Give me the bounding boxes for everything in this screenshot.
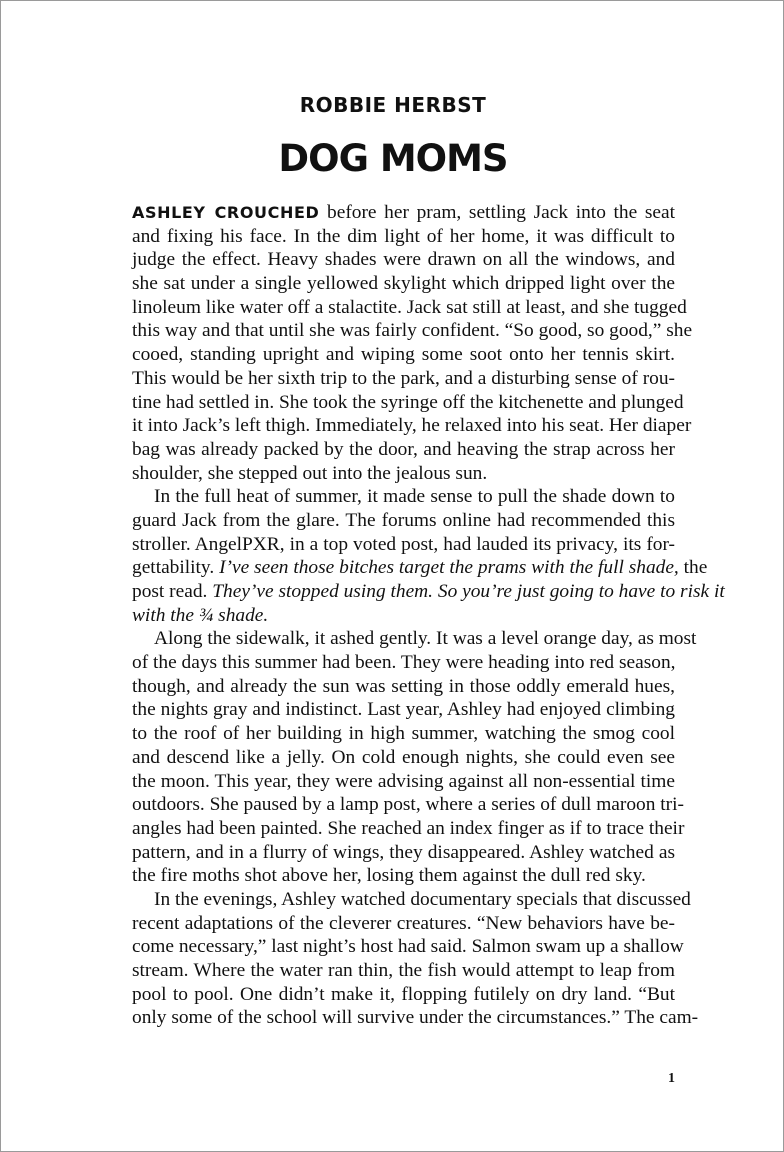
story-title: DOG MOMS bbox=[278, 137, 508, 180]
italic-quote: with the ¾ shade. bbox=[132, 604, 269, 626]
text-line: shoulder, she stepped out into the jealous sun. bbox=[132, 462, 488, 484]
text-line: come necessary,” last night’s host had said. Salmon swam up a shallow bbox=[132, 936, 684, 958]
text-line: the nights gray and indistinct. Last year, Ashley had enjoyed climbing bbox=[132, 699, 675, 721]
text-line: she sat under a single yellowed skylight which dripped light over the bbox=[132, 273, 675, 295]
text-line: angles had been painted. She reached an index finger as if to trace their bbox=[132, 817, 685, 839]
text-line: tine had settled in. She took the syringe off the kitchenette and plunged bbox=[132, 391, 684, 413]
author-name: ROBBIE HERBST bbox=[299, 93, 487, 117]
italic-quote: They’ve stopped using them. So you’re just going to have to risk it bbox=[212, 581, 725, 602]
text-line: This would be her sixth trip to the park, and a disturbing sense of rou- bbox=[132, 367, 675, 389]
text-line: In the evenings, Ashley watched documentary specials that discussed bbox=[154, 888, 691, 910]
text-line: and descend like a jelly. On cold enough nights, she could even see bbox=[132, 746, 675, 768]
text-line: stroller. AngelPXR, in a top voted post, had lauded its privacy, its for- bbox=[132, 533, 675, 555]
text-line: Along the sidewalk, it ashed gently. It was a level orange day, as most bbox=[154, 628, 697, 650]
text-line: judge the effect. Heavy shades were drawn on all the windows, and bbox=[132, 249, 675, 271]
text-line: pattern, and in a flurry of wings, they disappeared. Ashley watched as bbox=[132, 841, 675, 863]
paragraph-3 bbox=[132, 627, 697, 888]
text-line: bag was already packed by the door, and heaving the strap across her bbox=[132, 438, 675, 460]
text-line: though, and already the sun was setting in those oddly emerald hues, bbox=[132, 675, 675, 697]
text-line: stream. Where the water ran thin, the fish would attempt to leap from bbox=[132, 960, 675, 981]
text-line: the moon. This year, they were advising against all non-essential time bbox=[132, 770, 675, 792]
paragraph-2 bbox=[132, 485, 725, 627]
paragraph-1 bbox=[132, 201, 693, 485]
text-line: In the full heat of summer, it made sense to pull the shade down to bbox=[154, 486, 675, 508]
text-line: guard Jack from the glare. The forums online had recommended this bbox=[132, 509, 675, 531]
text-line: and fixing his face. In the dim light of her home, it was difficult to bbox=[132, 225, 675, 247]
text-line: outdoors. She paused by a lamp post, where a series of dull maroon tri- bbox=[132, 794, 684, 816]
text-line: ASHLEY CROUCHED before her pram, settling Jack into the seat bbox=[132, 202, 676, 223]
text-line: only some of the school will survive under the circumstances.” The cam- bbox=[132, 1007, 699, 1029]
story-body bbox=[132, 201, 725, 1030]
paragraph-4 bbox=[132, 888, 699, 1030]
text-line: cooed, standing upright and wiping some soot onto her tennis skirt. bbox=[132, 344, 675, 366]
italic-quote: I’ve seen those bitches target the prams with the full shade, bbox=[219, 557, 679, 579]
text-line: pool to pool. One didn’t make it, flopping futilely on dry land. “But bbox=[132, 983, 675, 1005]
page-number: 1 bbox=[668, 1071, 675, 1086]
lead-in: ASHLEY CROUCHED bbox=[132, 203, 320, 222]
text-line: of the days this summer had been. They were heading into red season, bbox=[132, 652, 676, 674]
text-line: to the roof of her building in high summer, watching the smog cool bbox=[132, 723, 675, 745]
text-line: gettability. I’ve seen those bitches target the prams with the full shade, the bbox=[132, 557, 708, 579]
text-line: this way and that until she was fairly confident. “So good, so good,” she bbox=[132, 320, 693, 342]
text-line: it into Jack’s left thigh. Immediately, he relaxed into his seat. Her diaper bbox=[132, 415, 692, 437]
text-line bbox=[132, 604, 675, 628]
text-line: the fire moths shot above her, losing them against the dull red sky. bbox=[132, 865, 646, 887]
text-line: post read. They’ve stopped using them. So you’re just going to have to risk it bbox=[132, 581, 725, 602]
text-line: linoleum like water off a stalactite. Jack sat still at least, and she tugged bbox=[132, 296, 687, 318]
text-line: recent adaptations of the cleverer creatures. “New behaviors have be- bbox=[132, 912, 675, 934]
